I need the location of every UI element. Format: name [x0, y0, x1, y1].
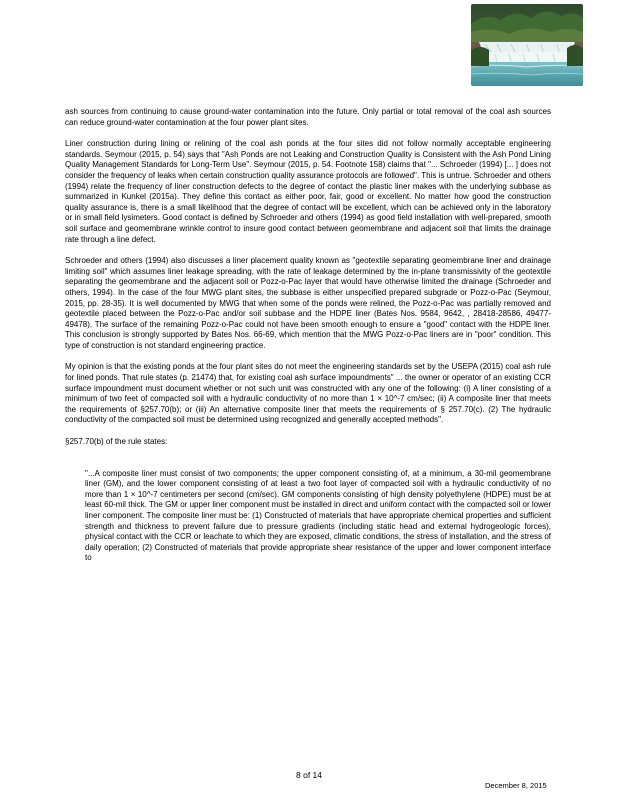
block-quote: "...A composite liner must consist of two components; the upper component consisting of, at a minimum, a 30-mil geomembrane liner (GM), and the lower component consisting of at least a two foot layer of compacted soil with a hydraulic conductivity of no more than 1 × 10^-7 centimeters per second (cm/sec). GM components consisting of high density polyethylene (HDPE) must be at least 60-mil thick. The GM or upper liner component must be installed in direct and uniform contact with the compacted soil or lower liner component. The composite liner must be: (1) Constructed of materials that have appropriate chemical properties and sufficient strength and thickness to prevent failure due to pressure gradients (including static head and external hydrogeologic forces), physical contact with the CCR or leachate to which they are exposed, climatic conditions, the stress of installation, and the stress of daily operation; (2) Constructed of materials that provide appropriate shear resistance of the upper and lower component interface to: [85, 468, 551, 563]
paragraph: My opinion is that the existing ponds at the four plant sites do not meet the engineering standards set by the USEPA (2015) coal ash rule for lined ponds. That rule states (p. 21474) that, for existing coal ash surface impoundments" ... the owner or operator of an existing CCR surface impoundment must document whether or not such unit was constructed with any one of the following: (i) A liner consisting of a minimum of two feet of compacted soil with a hydraulic conductivity of no more than 1 × 10^-7 cm/sec; (ii) A composite liner that meets the requirements of §257.70(b); or (iii) An alternative composite liner that meets the requirements of § 257.70(c). (2) The hydraulic conductivity of the compacted soil must be determined using recognized and generally accepted methods".: [65, 362, 551, 425]
paragraph: Schroeder and others (1994) also discusses a liner placement quality known as "geotextile separating geomembrane liner and drainage limiting soil" which assumes liner leakage spreading, with the rate of leakage determined by the in-plane transmissivity of the geotextile separating the geomembrane and the adjacent soil or Pozz-o-Pac layer that would have otherwise limited the drainage (Schroeder and others, 1994). In the case of the four MWG plant sites, the subbase is either unspecified prepared subgrade or Pozz-o-Pac (Seymour, 2015, pp. 28-35). It is well documented by MWG that when some of the ponds were relined, the Pozz-o-Pac was partially removed and geotextile placed between the Pozz-o-Pac and/or soil subbase and the HDPE liner (Bates Nos. 9584, 9642, , 28418-28586, 49477-49478). The surface of the remaining Pozz-o-Pac could not have been smooth enough to ensure a "good" contact with the HDPE liner. This conclusion is strongly supported by Bates Nos. 66-69, which mention that the MWG Pozz-o-Pac liners are in "poor" condition. This type of construction is not standard engineering practice.: [65, 256, 551, 350]
waterfall-image: [471, 4, 583, 86]
paragraph: ash sources from continuing to cause ground-water contamination into the future. Only partial or total removal of the coal ash sources can reduce ground-water contamination at the four power plant sites.: [65, 107, 551, 127]
footer-date: December 8, 2015: [485, 781, 547, 790]
page-number: 8 of 14: [296, 770, 322, 780]
paragraph: §257.70(b) of the rule states:: [65, 437, 168, 447]
waterfall-photo: [471, 4, 583, 86]
paragraph: Liner construction during lining or relining of the coal ash ponds at the four sites did not follow normally acceptable engineering standards. Seymour (2015, p. 54) says that "Ash Ponds are not Leaking and Construction Quality is Consistent with the Ash Pond Lining Quality Management Standards for Long-Term Use". Seymour (2015, p. 54. Footnote 158) claims that "... Schroeder (1994) [... ] does not consider the frequency of leaks when certain construction quality assurance protocols are followed". This is untrue. Schroeder and others (1994) relate the frequency of liner construction defects to the degree of contact the plastic liner makes with the underlying subbase as summarized in Kunkel (2015a). They define this contact as either poor, fair, good or excellent. No matter how good the construction quality assurance is, there is a small likelihood that the degree of contact will be excellent, which can be achieved only in the laboratory or in small field lysimeters. Good contact is defined by Schroeder and others (1994) as good field installation with well-prepared, smooth soil surface and geomembrane wrinkle control to insure good contact between geomembrane and adjacent soil that limits the drainage rate through a line defect.: [65, 139, 551, 244]
document-body: [65, 107, 551, 564]
